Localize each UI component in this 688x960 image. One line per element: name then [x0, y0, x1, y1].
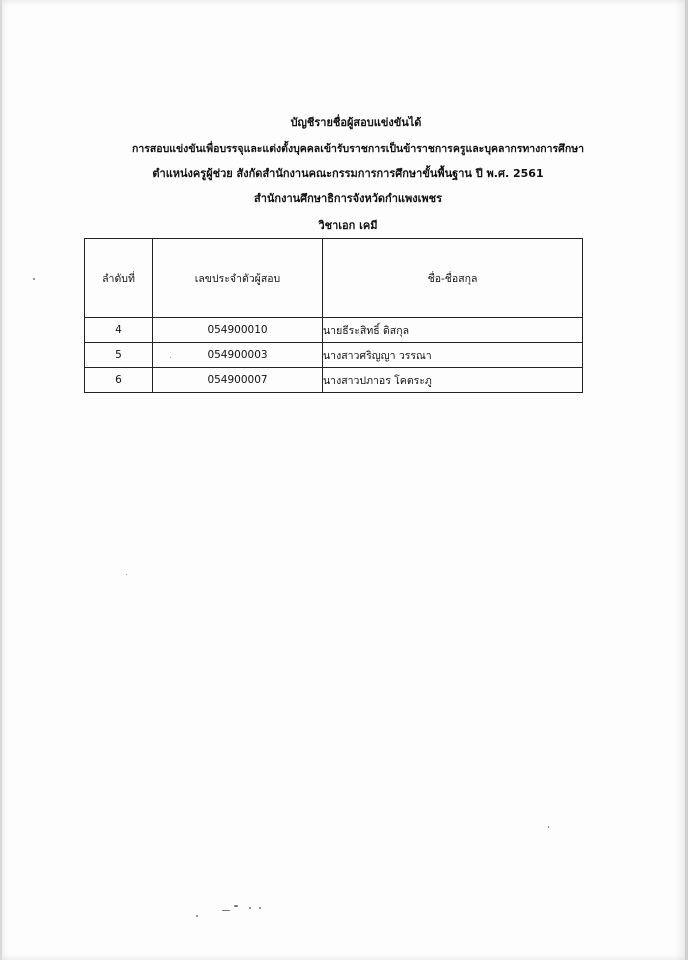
- document-title: บัญชีรายชื่อผู้สอบแข่งขันได้: [290, 116, 422, 129]
- scan-speck: [170, 357, 171, 358]
- office-line: สำนักงานศึกษาธิการจังหวัดกำแพงเพชร: [254, 192, 442, 205]
- row-seq: 6: [85, 368, 153, 393]
- scan-speck: [222, 910, 230, 911]
- row-exam-id: 054900007: [153, 368, 323, 393]
- row-exam-id: 054900010: [153, 318, 323, 343]
- table-header-row: [85, 239, 583, 318]
- scan-speck: [249, 907, 251, 909]
- header-full-name: ชื่อ-ชื่อสกุล: [323, 239, 583, 318]
- scan-speck: [234, 905, 238, 907]
- row-seq: 4: [85, 318, 153, 343]
- scan-speck: [126, 574, 127, 575]
- table-row: [85, 343, 583, 368]
- scan-speck: [33, 278, 35, 280]
- scan-speck: [259, 907, 261, 909]
- row-seq: 5: [85, 343, 153, 368]
- results-table: [84, 238, 583, 393]
- exam-description: การสอบแข่งขันเพื่อบรรจุและแต่งตั้งบุคคลเข้ารับราชการเป็นข้าราชการครูและบุคลากรทางการศึกษา: [131, 143, 585, 155]
- subject-line: วิชาเอก เคมี: [318, 219, 378, 232]
- header-seq: ลำดับที่: [85, 239, 153, 318]
- scan-speck: [196, 915, 198, 917]
- position-line: ตำแหน่งครูผู้ช่วย สังกัดสำนักงานคณะกรรมการการศึกษาขั้นพื้นฐาน ปี พ.ศ. 2561: [152, 167, 544, 180]
- row-full-name: นางสาวปภาอร โคตระภู: [323, 368, 583, 393]
- header-exam-id: เลขประจำตัวผู้สอบ: [153, 239, 323, 318]
- row-exam-id: 054900003: [153, 343, 323, 368]
- row-full-name: นายธีระสิทธิ์ ดิสกุล: [323, 318, 583, 343]
- row-full-name: นางสาวศริญญา วรรณา: [323, 343, 583, 368]
- table-row: [85, 368, 583, 393]
- table-row: [85, 318, 583, 343]
- scan-speck: [548, 826, 549, 828]
